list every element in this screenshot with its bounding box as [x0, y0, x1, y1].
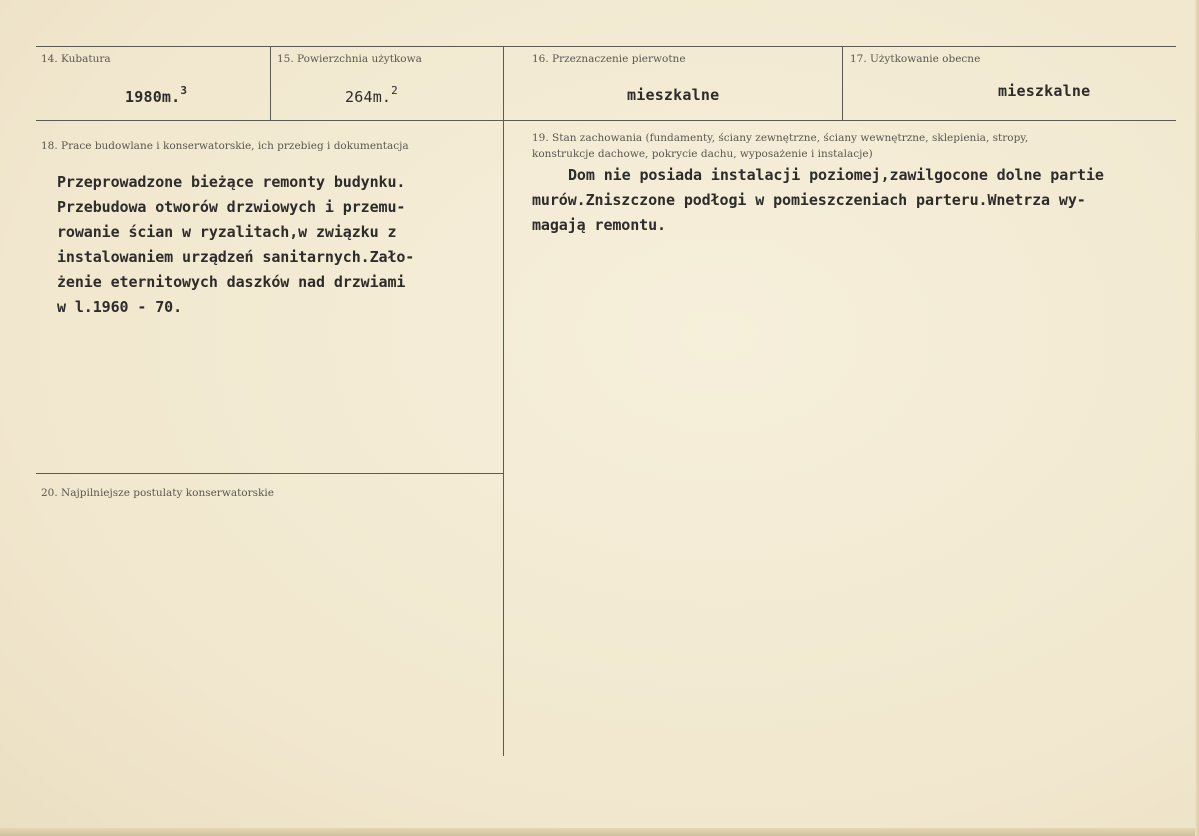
field-19-line: murów.Zniszczone podłogi w pomieszczeniach parteru.Wnetrza wy- — [532, 191, 1086, 209]
card-bottom-edge — [0, 828, 1199, 836]
field-20-label: 20. Najpilniejsze postulaty konserwatorskie — [41, 487, 274, 499]
field-18-line: instalowaniem urządzeń sanitarnych.Zało- — [57, 248, 415, 266]
field-18-line: rowanie ścian w ryzalitach,w związku z — [57, 223, 397, 241]
field-14-value — [125, 84, 188, 106]
field-19-label-line1: 19. Stan zachowania (fundamenty, ściany zewnętrzne, ściany wewnętrzne, sklepienia, stropy, — [532, 132, 1029, 144]
field-16-value: mieszkalne — [627, 86, 720, 104]
card-right-edge — [1195, 0, 1199, 836]
field-15-value-exponent: 2 — [391, 84, 398, 97]
field-19-label-line2: konstrukcje dachowe, pokrycie dachu, wyposażenie i instalacje) — [532, 148, 873, 160]
field-15-value-main: 264m. — [345, 88, 392, 106]
field-17-label: 17. Użytkowanie obecne — [850, 53, 981, 65]
field-18-line: w l.1960 - 70. — [57, 298, 183, 316]
field-18-line: Przeprowadzone bieżące remonty budynku. — [57, 173, 406, 191]
field-19-line: magają remontu. — [532, 216, 666, 234]
field-14-label: 14. Kubatura — [41, 53, 111, 65]
row1-bottom-rule — [36, 120, 1176, 121]
field-19-text — [532, 163, 1104, 238]
divider-14-15 — [270, 46, 271, 120]
field-19-line: Dom nie posiada instalacji poziomej,zawilgocone dolne partie — [568, 166, 1104, 184]
field-14-value-main: 1980m. — [125, 88, 181, 106]
field-16-label: 16. Przeznaczenie pierwotne — [532, 53, 686, 65]
field-18-text — [57, 170, 414, 320]
mid-left-rule — [36, 473, 503, 474]
field-18-line: Przebudowa otworów drzwiowych i przemu- — [57, 198, 406, 216]
field-17-value: mieszkalne — [998, 82, 1091, 100]
field-14-value-exponent: 3 — [180, 84, 188, 97]
divider-main — [503, 46, 504, 756]
field-18-line: żenie eternitowych daszków nad drzwiami — [57, 273, 406, 291]
field-15-label: 15. Powierzchnia użytkowa — [277, 53, 422, 65]
field-18-label: 18. Prace budowlane i konserwatorskie, ich przebieg i dokumentacja — [41, 140, 409, 152]
field-15-value — [345, 84, 398, 106]
top-rule — [36, 46, 1176, 47]
divider-16-17 — [842, 46, 843, 120]
